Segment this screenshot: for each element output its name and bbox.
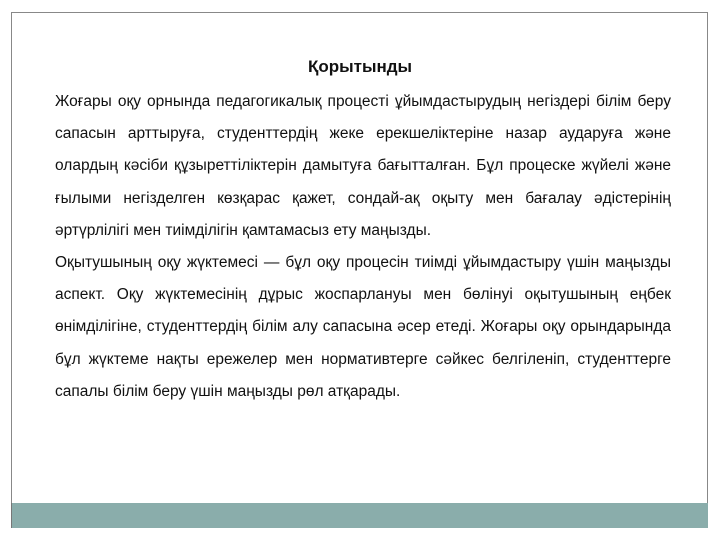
paragraph-teaching-load: Оқытушының оқу жүктемесі — бұл оқу процесін тиімді ұйымдастыру үшін маңызды аспект. Оқу жүктемесінің дұрыс жоспарлануы мен бөлінуі оқытушының еңбек өнімділігіне, студенттердің білім алу сапасына әсер етеді. Жоғары оқу орындарында бұл жүктеме нақты ережелер мен нормативтерге сәйкес белгіленіп, студенттерге сапалы білім беру үшін маңызды рөл атқарады. [55, 254, 671, 400]
paragraph-conclusion: Жоғары оқу орнында педагогикалық процесті ұйымдастырудың негіздері білім беру сапасын арттыруға, студенттердің жеке ерекшеліктеріне назар аударуға және олардың кәсіби құзыреттіліктерін дамытуға бағытталған. Бұл процеске жүйелі және ғылыми негізделген көзқарас қажет, сондай-ақ оқыту мен бағалау әдістерінің әртүрлілігі мен тиімділігін қамтамасыз ету маңызды. [55, 93, 671, 239]
slide-body [55, 86, 671, 408]
slide-title: Қорытынды [307, 57, 413, 76]
footer-bar [11, 503, 708, 528]
